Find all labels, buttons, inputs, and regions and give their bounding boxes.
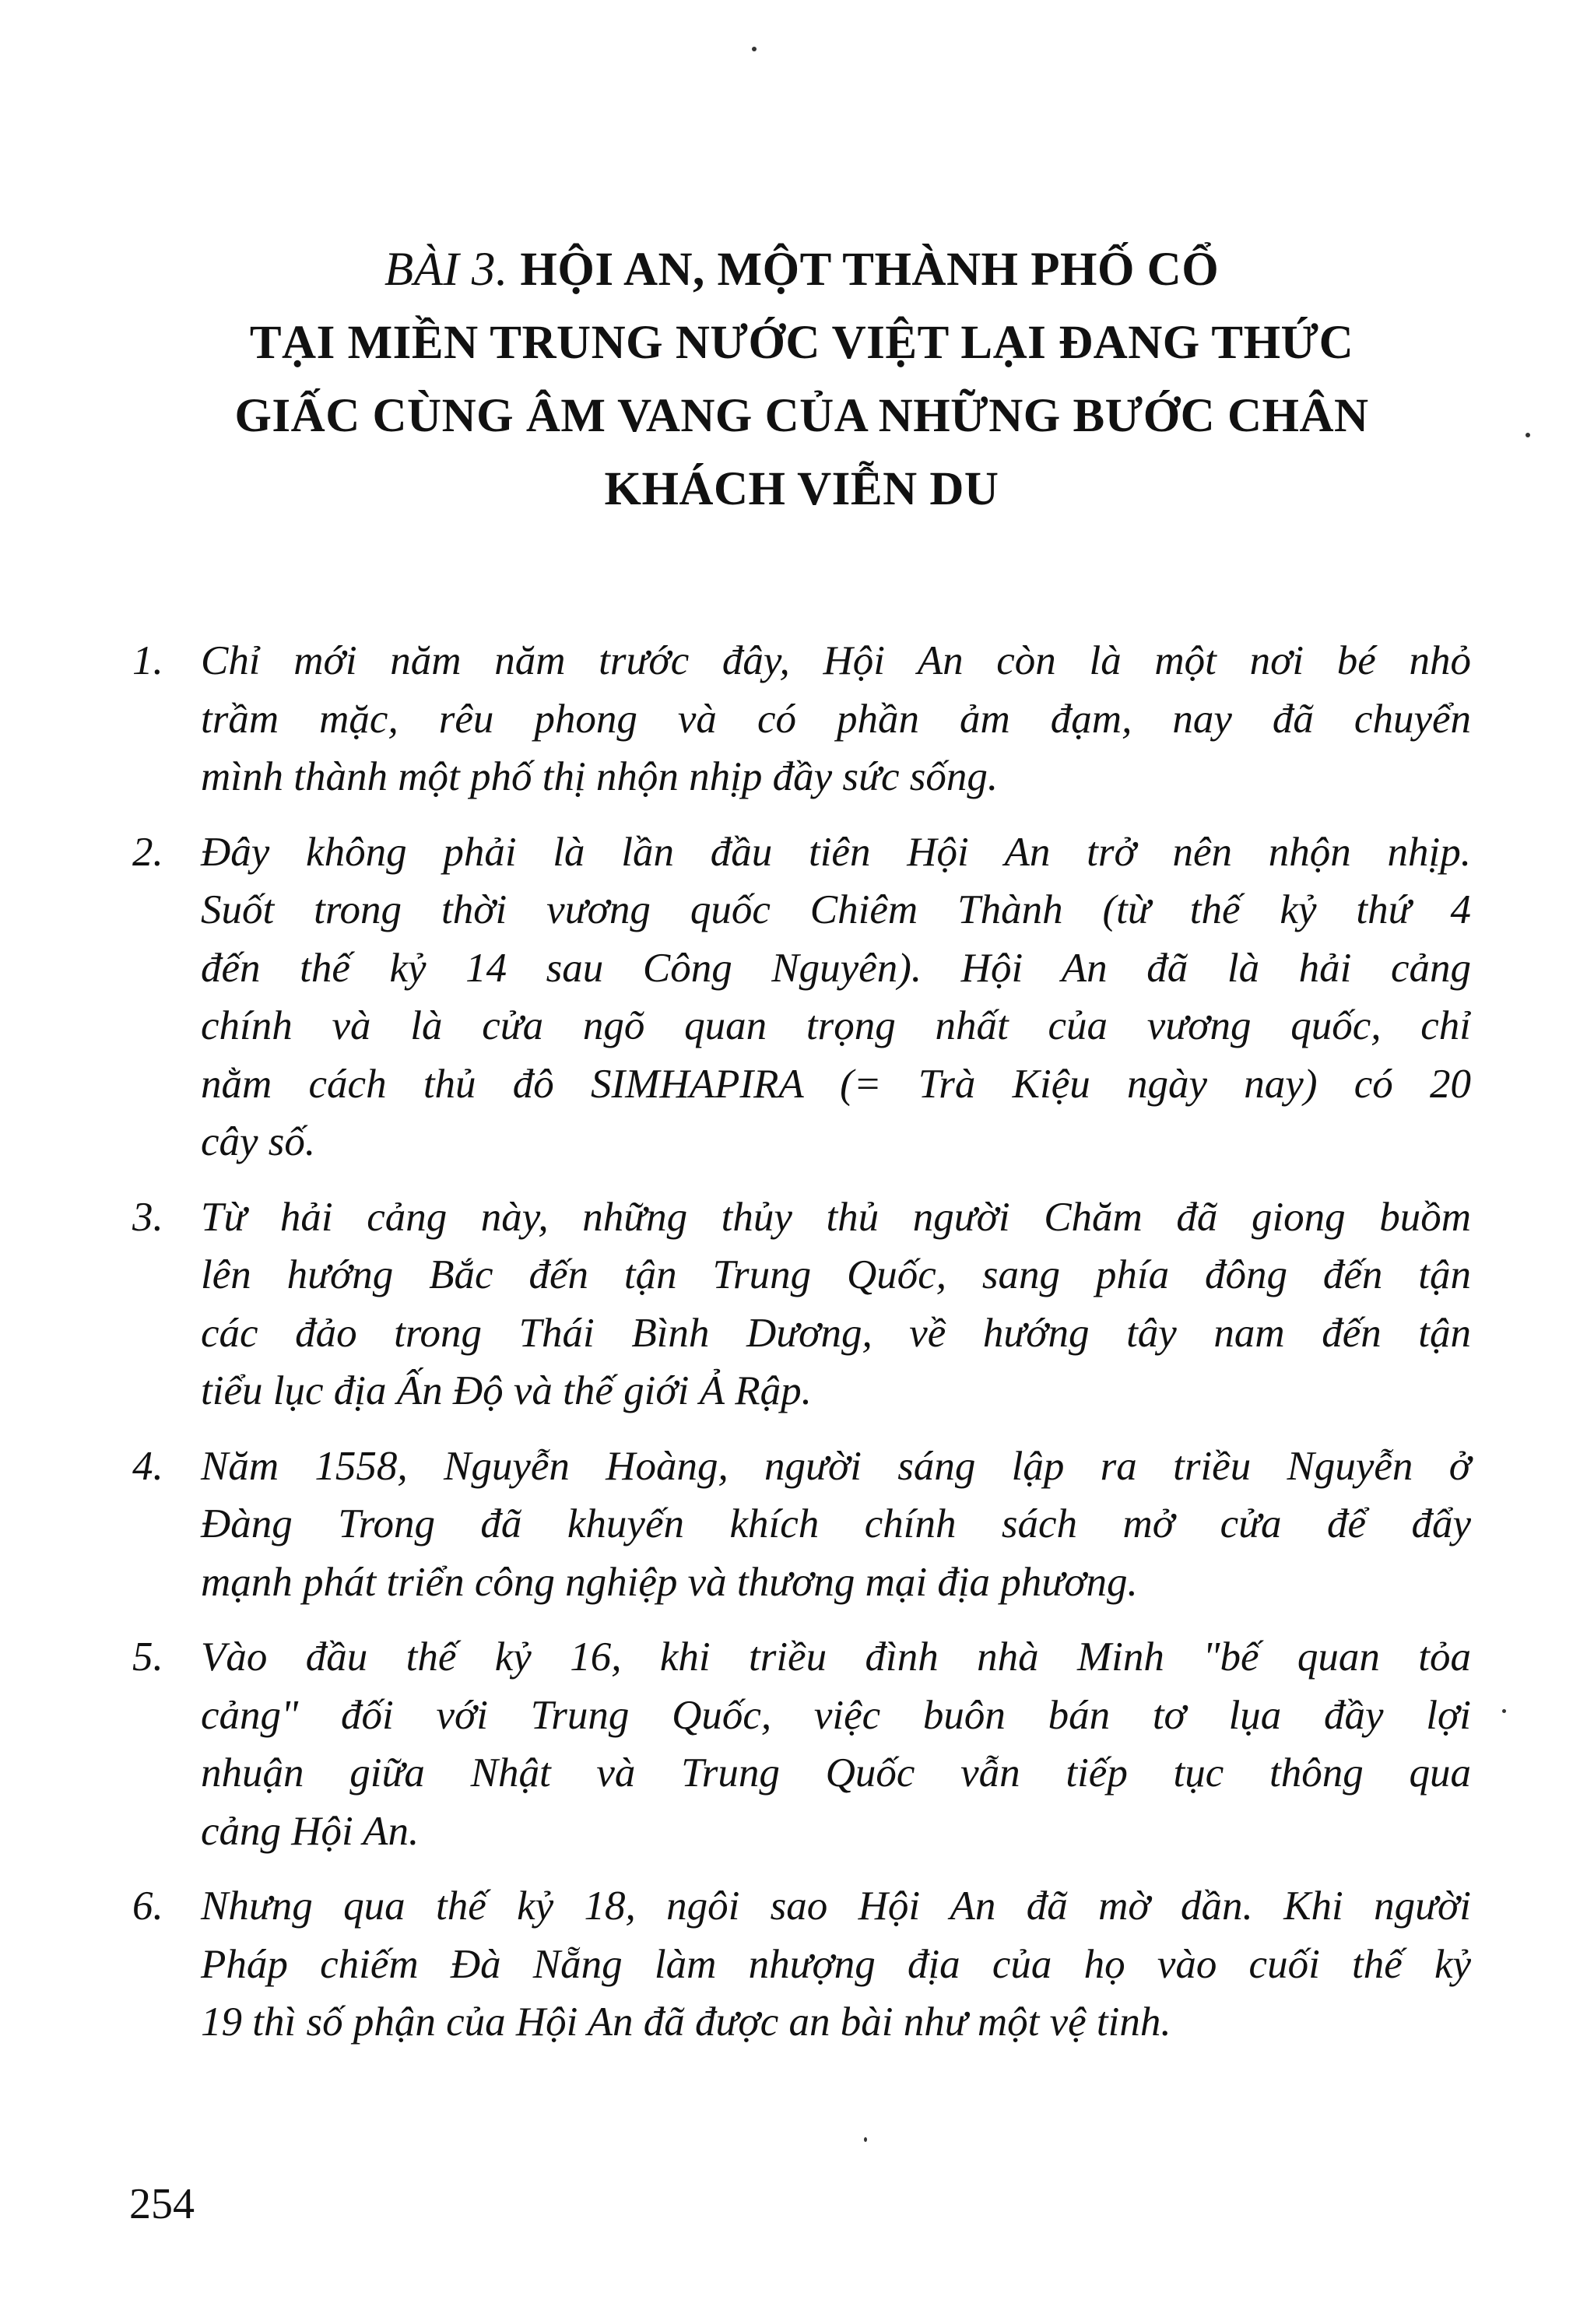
- scan-speck: [1502, 1709, 1506, 1713]
- item-line: cảng Hội An.: [201, 1808, 420, 1854]
- list-item: [132, 1628, 1471, 1860]
- item-line: cảng" đối với Trung Quốc, việc buôn bán tơ lụa đầy lợi: [201, 1692, 1471, 1738]
- item-line: nhuận giữa Nhật và Trung Quốc vẫn tiếp tục thông qua: [201, 1750, 1471, 1796]
- page-number: 254: [129, 2180, 195, 2228]
- lesson-title: [140, 233, 1463, 526]
- list-item: [132, 1188, 1471, 1420]
- item-line: nằm cách thủ đô SIMHAPIRA (= Trà Kiệu ngày nay) có 20: [201, 1061, 1471, 1107]
- item-number: 6.: [132, 1883, 163, 1929]
- title-line-2: TẠI MIỀN TRUNG NƯỚC VIỆT LẠI ĐANG THỨC: [249, 317, 1354, 369]
- item-number: 1.: [132, 638, 163, 683]
- item-line: Đàng Trong đã khuyến khích chính sách mở cửa để đẩy: [201, 1501, 1471, 1546]
- item-number: 2.: [132, 829, 163, 875]
- scan-speck: [752, 47, 757, 51]
- item-line: Pháp chiếm Đà Nẵng làm nhượng địa của họ vào cuối thế kỷ: [201, 1941, 1471, 1987]
- item-line: 19 thì số phận của Hội An đã được an bài như một vệ tinh.: [201, 1999, 1171, 2045]
- numbered-list: [132, 632, 1471, 2069]
- item-number: 5.: [132, 1634, 163, 1680]
- list-item: [132, 632, 1471, 806]
- item-line: Đây không phải là lần đầu tiên Hội An trở nên nhộn nhịp.: [201, 829, 1471, 875]
- title-line-1: [140, 233, 1463, 307]
- title-text-1: HỘI AN, MỘT THÀNH PHỐ CỔ: [520, 244, 1220, 296]
- title-line-3: GIẤC CÙNG ÂM VANG CỦA NHỮNG BƯỚC CHÂN: [234, 390, 1369, 442]
- item-line: mình thành một phố thị nhộn nhịp đầy sức sống.: [201, 754, 999, 799]
- item-line: Vào đầu thế kỷ 16, khi triều đình nhà Minh "bế quan tỏa: [201, 1634, 1471, 1680]
- scan-speck: [1526, 433, 1530, 437]
- scan-speck: [864, 2137, 867, 2142]
- list-item: [132, 1438, 1471, 1612]
- item-line: Suốt trong thời vương quốc Chiêm Thành (từ thế kỷ thứ 4: [201, 887, 1471, 932]
- item-line: trầm mặc, rêu phong và có phần ảm đạm, nay đã chuyển: [201, 696, 1471, 742]
- item-line: tiểu lục địa Ấn Độ và thế giới Ả Rập.: [201, 1368, 812, 1413]
- item-line: cây số.: [201, 1119, 316, 1164]
- item-line: các đảo trong Thái Bình Dương, về hướng tây nam đến tận: [201, 1310, 1471, 1356]
- item-number: 4.: [132, 1443, 163, 1489]
- item-line: chính và là cửa ngõ quan trọng nhất của vương quốc, chỉ: [201, 1003, 1471, 1048]
- item-line: Nhưng qua thế kỷ 18, ngôi sao Hội An đã mờ dần. Khi người: [201, 1883, 1471, 1929]
- item-line: đến thế kỷ 14 sau Công Nguyên). Hội An đã là hải cảng: [201, 945, 1471, 991]
- item-line: Từ hải cảng này, những thủy thủ người Chăm đã giong buồm: [201, 1194, 1471, 1240]
- title-line-4: KHÁCH VIỄN DU: [604, 463, 999, 515]
- item-line: mạnh phát triển công nghiệp và thương mại địa phương.: [201, 1559, 1138, 1605]
- list-item: [132, 1877, 1471, 2052]
- lesson-label: BÀI 3.: [384, 244, 508, 296]
- item-line: Chỉ mới năm năm trước đây, Hội An còn là một nơi bé nhỏ: [201, 638, 1471, 683]
- item-line: lên hướng Bắc đến tận Trung Quốc, sang phía đông đến tận: [201, 1252, 1471, 1297]
- list-item: [132, 823, 1471, 1171]
- item-line: Năm 1558, Nguyễn Hoàng, người sáng lập ra triều Nguyễn ở: [201, 1443, 1471, 1489]
- item-number: 3.: [132, 1194, 163, 1240]
